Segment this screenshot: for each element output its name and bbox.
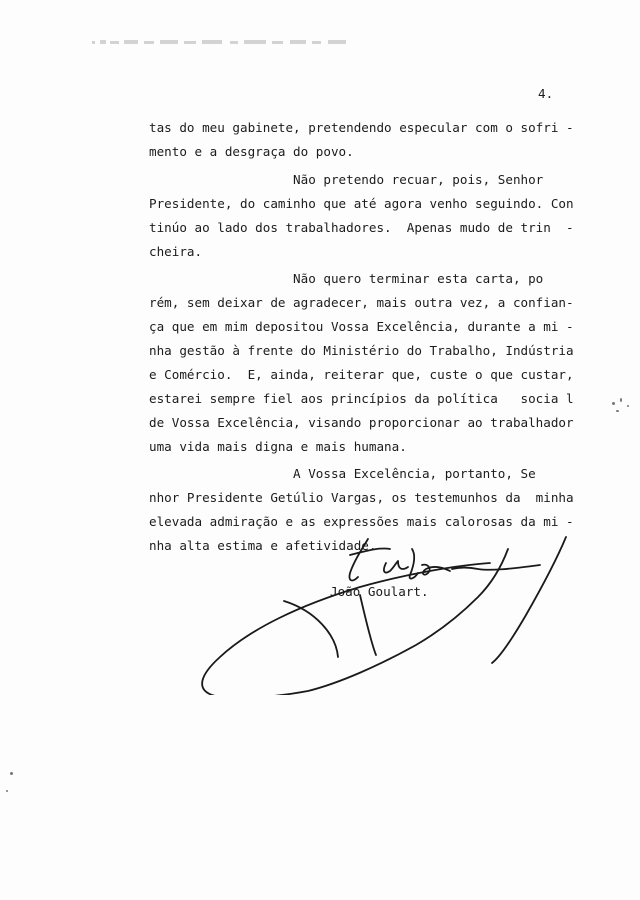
body-line: Não quero terminar esta carta, po (149, 271, 544, 286)
body-line: A Vossa Excelência, portanto, Se (149, 466, 536, 481)
handwritten-signature (190, 525, 590, 695)
body-line: tas do meu gabinete, pretendendo especular com o sofri - (149, 120, 574, 135)
scan-speck (10, 772, 13, 775)
signatory-name: João Goulart. (330, 584, 429, 599)
body-line: rém, sem deixar de agradecer, mais outra vez, a confian- (149, 295, 574, 310)
body-line: e Comércio. E, ainda, reiterar que, custe o que custar, (149, 367, 574, 382)
body-line: nhor Presidente Getúlio Vargas, os testemunhos da minha (149, 490, 574, 505)
body-line: Presidente, do caminho que até agora venho seguindo. Con (149, 196, 574, 211)
body-line: ça que em mim depositou Vossa Excelência, durante a mi - (149, 319, 574, 334)
body-line: elevada admiração e as expressões mais calorosas da mi - (149, 514, 574, 529)
scan-speck (612, 402, 615, 405)
body-line: de Vossa Excelência, visando proporcionar ao trabalhador (149, 415, 574, 430)
scan-speck (627, 405, 629, 407)
scan-speck (6, 790, 8, 792)
faded-letterhead-stamp (92, 38, 354, 47)
body-line: mento e a desgraça do povo. (149, 144, 354, 159)
body-line: nha alta estima e afetividade. (149, 538, 377, 553)
body-line: nha gestão à frente do Ministério do Trabalho, Indústria (149, 343, 574, 358)
body-line: Não pretendo recuar, pois, Senhor (149, 172, 544, 187)
scan-speck (616, 410, 619, 412)
body-line: tinúo ao lado dos trabalhadores. Apenas mudo de trin - (149, 220, 574, 235)
body-line: cheira. (149, 244, 203, 259)
scan-speck (620, 398, 622, 402)
body-line: uma vida mais digna e mais humana. (149, 439, 407, 454)
page-number: 4. (538, 86, 554, 101)
body-line: estarei sempre fiel aos princípios da política socia l (149, 391, 574, 406)
